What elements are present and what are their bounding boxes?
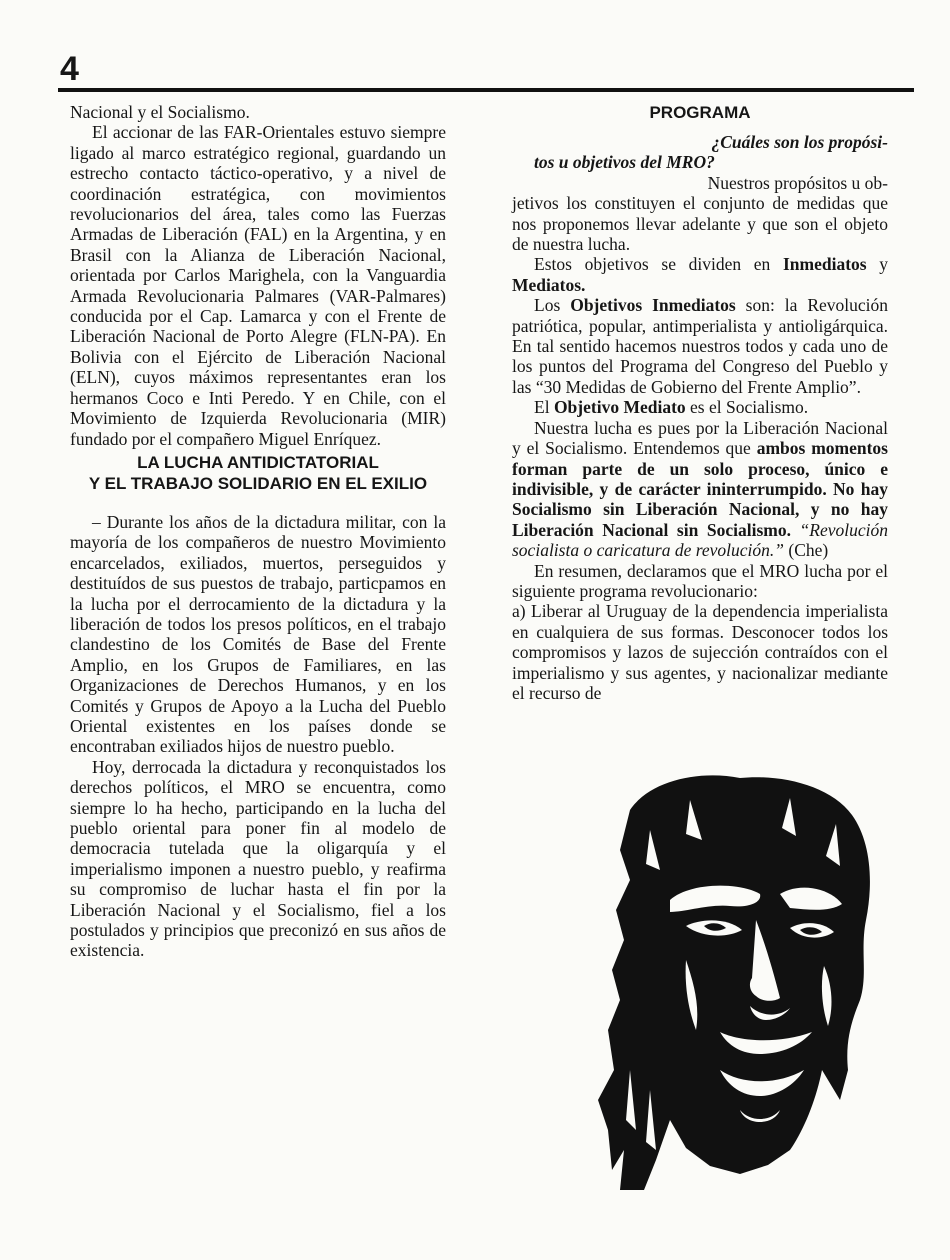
answer-paragraph: jetivos los constituyen el conjunto de medidas que nos proponemos llevar adelante y que son el objeto de nuestra lucha. <box>512 193 888 255</box>
header-rule <box>58 88 914 92</box>
page-number: 4 <box>60 50 79 88</box>
heading-line-2: Y EL TRABAJO SOLIDARIO EN EL EXILIO <box>88 473 428 493</box>
question-line-2: tos u objetivos del MRO? <box>534 152 715 173</box>
right-column <box>512 102 888 703</box>
mediatos-term: Mediatos. <box>512 274 586 295</box>
divide-mid: y <box>866 254 888 275</box>
question-line-1: ¿Cuáles son los propósi- <box>711 132 888 152</box>
far-orientales-paragraph: El accionar de las FAR-Orientales estuvo siempre ligado al marco estratégico regional, guardando un estrecho contacto táctico-operativo, y a nivel de coordinación estratégica, con movimientos revolucionarios del área, tales como las Fuerzas Armadas de Liberación (FAL) en la Argentina, y en Brasil con la Alianza de Liberación Nacional, orientada por Carlos Marighela, con la Vanguardia Armada Revolucionaria Palmares (VAR-Palmares) conducida por el Cap. Lamarca y con el Frente de Liberación Nacional de Porto Alegre (FLN-PA). En Bolivia con el Ejército de Liberación Nacional (ELN), cuyos máximos representantes eran los hermanos Coco e Inti Peredo. Y en Chile, con el Movimiento de Izquierda Revolucionaria (MIR) fundado por el compañero Miguel Enríquez. <box>70 122 446 449</box>
nuestra-lucha-paragraph <box>512 418 888 561</box>
med-rest: es el Socialismo. <box>685 397 809 418</box>
inm-rest: son: la Revolución patriótica, popular, antimperialista y antioligárquica. En tal sentido hacemos nuestros todos y cada uno de los puntos del Programa del Congreso del Pueblo y las “30 Medidas de Gobierno del Frente Amplio”. <box>512 295 889 397</box>
objetivo-mediato-term: Objetivo Mediato <box>553 397 686 418</box>
answer-line-1: Nuestros propósitos u ob- <box>707 172 888 193</box>
che-attribution: (Che) <box>784 540 829 561</box>
inm-start: Los <box>534 295 571 316</box>
resumen-paragraph: En resumen, declaramos que el MRO lucha por el siguiente programa revolucionario: <box>512 560 888 601</box>
lucha-start: Nuestra lucha es pues por la Liberación Nacional y el Socialismo. Entendemos que <box>512 417 888 459</box>
lucha-bold-statement: ambos momentos forman parte de un solo proceso, único e indivisible, y de carácter ininterrumpido. No hay Socialismo sin Liberación Nacional, y no hay Liberación Nacional sin Socialismo. <box>512 438 888 540</box>
lucha-antidictatorial-heading <box>70 452 446 494</box>
inmediatos-term: Inmediatos <box>782 254 867 275</box>
objetivo-mediato-paragraph <box>512 397 888 417</box>
che-quote: “Revolución socialista o caricatura de revolución.” <box>512 519 888 561</box>
dictadura-paragraph: – Durante los años de la dictadura militar, con la mayoría de los compañeros de nuestro Movimiento encarcelados, exiliados, muertos, perseguidos y destituídos de sus puestos de trabajo, particpamos en la lucha por el derrocamiento de la dictadura y la liberación de todos los presos políticos, en el trabajo clandestino de los Comités de Base del Frente Amplio, en los Grupos de Familiares, en las Organizaciones de Derechos Humanos, y en los Comités y Grupos de Apoyo a la Lucha del Pueblo Oriental existentes en los países donde se encontraban exiliados hijos de nuestro pueblo. <box>70 511 446 757</box>
program-item-a: a) Liberar al Uruguay de la dependencia imperialista en cualquiera de sus formas. Desconocer todos los compromisos y lazos de sujección contraídos con el imperialismo y sus agentes, y nacionalizar mediante el recurso de <box>512 601 888 703</box>
portrait-illustration <box>590 770 880 1190</box>
continuation-paragraph: Nacional y el Socialismo. <box>70 102 250 122</box>
med-start: El <box>534 397 554 418</box>
programa-heading: PROGRAMA <box>649 103 751 122</box>
hoy-paragraph: Hoy, derrocada la dictadura y reconquistados los derechos políticos, el MRO se encuentra, como siempre lo ha hecho, participando en la lucha del pueblo oriental para poner fin al modelo de democracia tutelada que la oligarquía y el imperialismo imponen a nuestro pueblo, y reafirma su compromiso de luchar hasta el fin por la Liberación Nacional y el Socialismo, fiel a los postulados y principios que preconizó en sus años de existencia. <box>70 756 446 961</box>
left-column <box>70 102 446 961</box>
objetivos-divide-paragraph <box>512 254 888 295</box>
objetivos-inmediatos-paragraph <box>512 295 888 397</box>
heading-line-1: LA LUCHA ANTIDICTATORIAL <box>137 452 379 472</box>
divide-start: Estos objetivos se dividen en <box>534 254 783 275</box>
objetivos-inmediatos-term: Objetivos Inmediatos <box>570 295 736 316</box>
